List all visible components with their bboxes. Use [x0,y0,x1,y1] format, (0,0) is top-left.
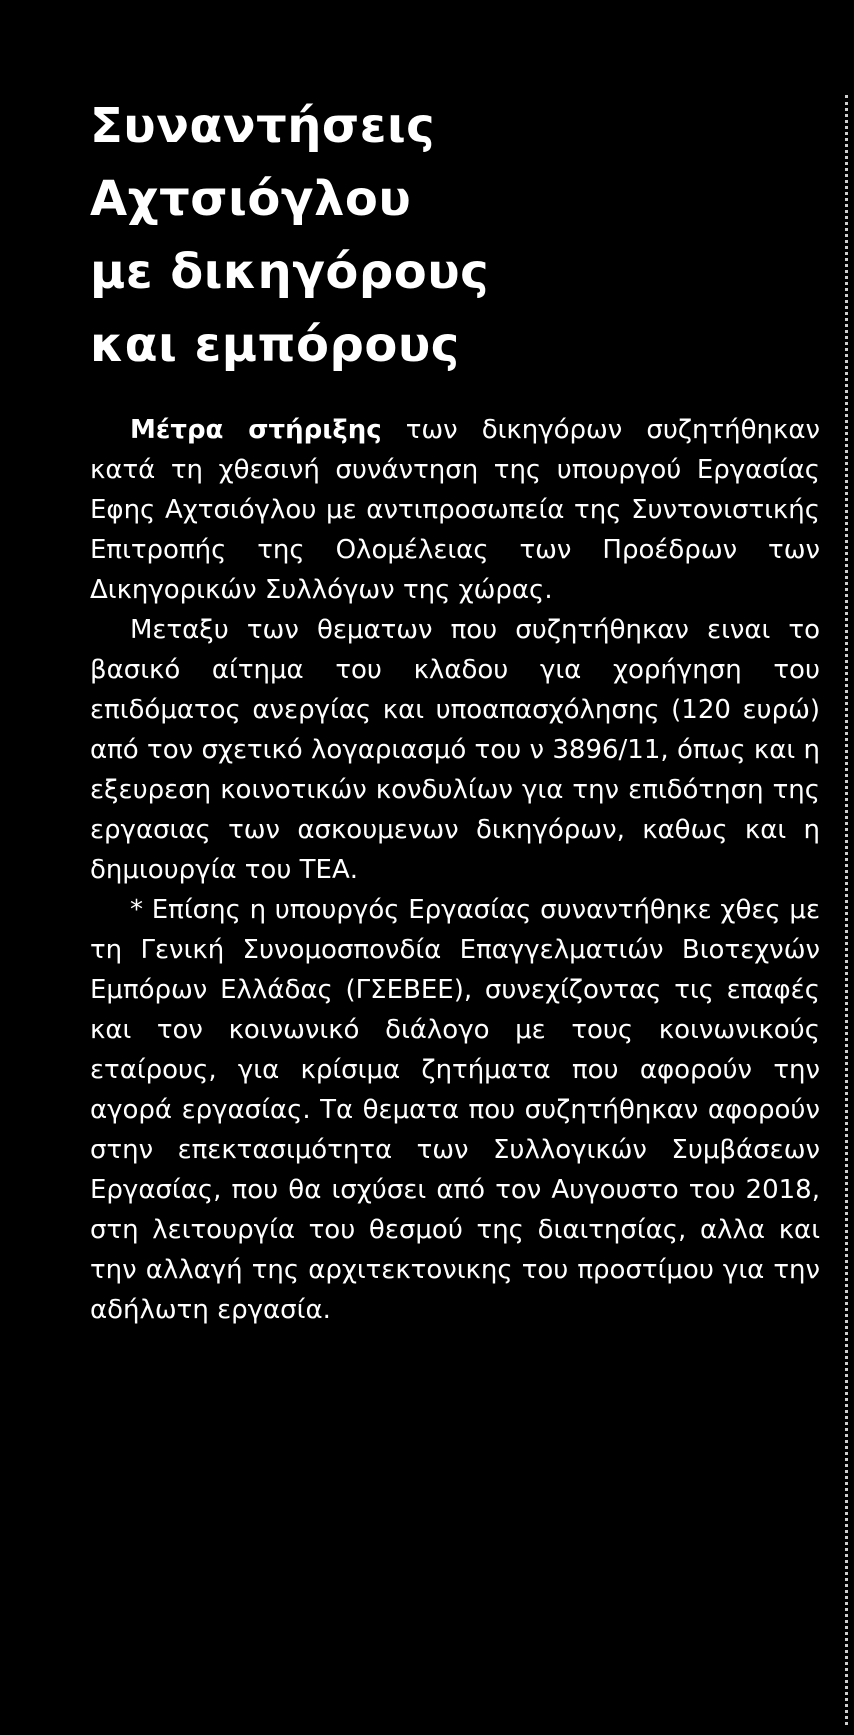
headline-line-4: και εμπόρους [90,317,460,373]
article-body [90,410,820,1330]
headline-line-3: με δικηγόρους [90,244,490,300]
paragraph-3: * Επίσης η υπουργός Εργασίας συναντήθηκε χθες με τη Γενική Συνομοσπονδία Επαγγελματιών Βιοτεχνών Εμπόρων Ελλάδας (ΓΣΕΒΕΕ), συνεχίζοντας τις επαφές και τον κοινωνικό διάλογο με τους κοινωνικούς εταίρους, για κρίσιμα ζητήματα που αφορούν την αγορά εργασίας. Τα θεματα που συζητήθηκαν αφορούν στην επεκτασιμότητα των Συλλογικών Συμβάσεων Εργασίας, που θα ισχύσει από τον Αυγουστο του 2018, στη λειτουργία του θεσμού της διαιτησίας, αλλα και την αλλαγή της αρχιτεκτονικης του προστίμου για την αδήλωτη εργασία. [90,895,820,1325]
paragraph-2: Μεταξυ των θεματων που συζητήθηκαν ειναι το βασικό αίτημα του κλαδου για χορήγηση του επιδόματος ανεργίας και υποαπασχόλησης (120 ευρώ) από τον σχετικό λογαριασμό του ν 3896/11, όπως και η εξευρεση κοινοτικών κονδυλίων για την επιδότηση της εργασιας των ασκουμενων δικηγόρων, καθως και η δημιουργία του ΤΕΑ. [90,615,820,885]
paragraph-1 [90,410,820,610]
paragraph-lead: Μέτρα στήριξης [130,415,382,445]
headline-line-2: Αχτσιόγλου [90,171,412,227]
column-divider [845,95,848,1725]
news-article [90,90,820,1330]
paragraph-1-text: των δικηγόρων συζητήθηκαν κατά τη χθεσινή συνάντηση της υπουργού Εργασίας Εφης Αχτσιόγλου με αντιπροσωπεία της Συντονιστικής Επιτροπής της Ολομέλειας των Προέδρων των Δικηγορικών Συλλόγων της χώρας. [90,415,820,605]
headline-line-1: Συναντήσεις [90,98,436,154]
article-headline [90,90,820,382]
